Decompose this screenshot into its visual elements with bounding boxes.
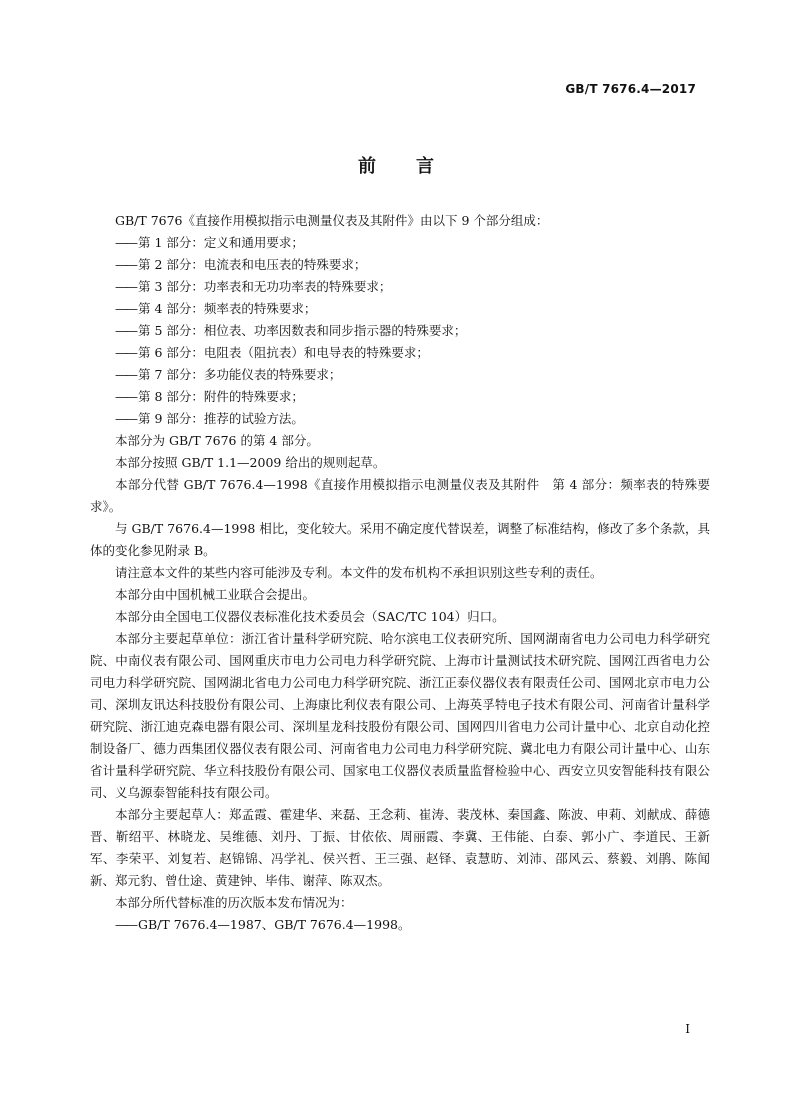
paragraph: 请注意本文件的某些内容可能涉及专利。本文件的发布机构不承担识别这些专利的责任。 (115, 565, 603, 580)
paragraph: 本部分为 GB/T 7676 的第 4 部分。 (115, 433, 319, 448)
page-title: 前言 (358, 156, 474, 177)
list-item: —— 第 6 部分：电阻表（阻抗表）和电导表的特殊要求； (90, 342, 710, 364)
paragraph: 本部分按照 GB/T 1.1—2009 给出的规则起草。 (115, 455, 386, 470)
paragraph: 与 GB/T 7676.4—1998 相比，变化较大。采用不确定度代替误差，调整了标准结构，修改了多个条款，具体的变化参见附录 B。 (90, 521, 710, 558)
list-item: —— 第 3 部分：功率表和无功功率表的特殊要求； (90, 276, 710, 298)
parts-list (90, 232, 710, 430)
standard-number: GB/T 7676.4—2017 (565, 82, 696, 96)
paragraph: 本部分代替 GB/T 7676.4—1998《直接作用模拟指示电测量仪表及其附件 第 4 部分：频率表的特殊要求》。 (90, 477, 710, 514)
drafting-units-paragraph: 本部分主要起草单位：浙江省计量科学研究院、哈尔滨电工仪表研究所、国网湖南省电力公司电力科学研究院、中南仪表有限公司、国网重庆市电力公司电力科学研究院、上海市计量测试技术研究院、国网江西省电力公司电力科学研究院、国网湖北省电力公司电力科学研究院、浙江正泰仪器仪表有限责任公司、国网北京市电力公司、深圳友讯达科技股份有限公司、上海康比利仪表有限公司、上海英孚特电子技术有限公司、河南省计量科学研究院、浙江迪克森电器有限公司、深圳星龙科技股份有限公司、国网四川省电力公司计量中心、北京自动化控制设备厂、德力西集团仪器仪表有限公司、河南省电力公司电力科学研究院、冀北电力有限公司计量中心、山东省计量科学研究院、华立科技股份有限公司、国家电工仪器仪表质量监督检验中心、西安立贝安智能科技有限公司、义乌源泰智能科技有限公司。 (90, 631, 710, 800)
page-number: I (685, 1022, 690, 1036)
drafters-paragraph: 本部分主要起草人：郑孟霞、霍建华、来磊、王念莉、崔涛、裴茂林、秦国鑫、陈波、申莉、刘献成、薛德晋、靳绍平、林晓龙、吴维德、刘丹、丁振、甘依依、周丽霞、李冀、王伟能、白泰、郭小广、李道民、王新军、李荣平、刘复若、赵锦锦、冯学礼、侯兴哲、王三强、赵铎、袁慧昉、刘沛、邵风云、蔡毅、刘鹃、陈闻新、郑元豹、曾仕途、黄建钟、毕伟、谢萍、陈双杰。 (90, 807, 710, 888)
list-item: —— 第 5 部分：相位表、功率因数表和同步指示器的特殊要求； (90, 320, 710, 342)
list-item: —— 第 8 部分：附件的特殊要求； (90, 386, 710, 408)
paragraph: 本部分由中国机械工业联合会提出。 (115, 587, 316, 602)
list-item: —— GB/T 7676.4—1987、GB/T 7676.4—1998。 (90, 914, 710, 936)
list-item: —— 第 2 部分：电流表和电压表的特殊要求； (90, 254, 710, 276)
list-item: —— 第 9 部分：推荐的试验方法。 (90, 408, 710, 430)
intro-paragraph: GB/T 7676《直接作用模拟指示电测量仪表及其附件》由以下 9 个部分组成： (115, 213, 549, 228)
list-item: —— 第 1 部分：定义和通用要求； (90, 232, 710, 254)
list-item: —— 第 7 部分：多功能仪表的特殊要求； (90, 364, 710, 386)
paragraph: 本部分所代替标准的历次版本发布情况为： (115, 895, 353, 910)
paragraph: 本部分由全国电工仪器仪表标准化技术委员会（SAC/TC 104）归口。 (115, 609, 505, 624)
list-item: —— 第 4 部分：频率表的特殊要求； (90, 298, 710, 320)
foreword-body (90, 210, 710, 936)
history-list (90, 914, 710, 936)
